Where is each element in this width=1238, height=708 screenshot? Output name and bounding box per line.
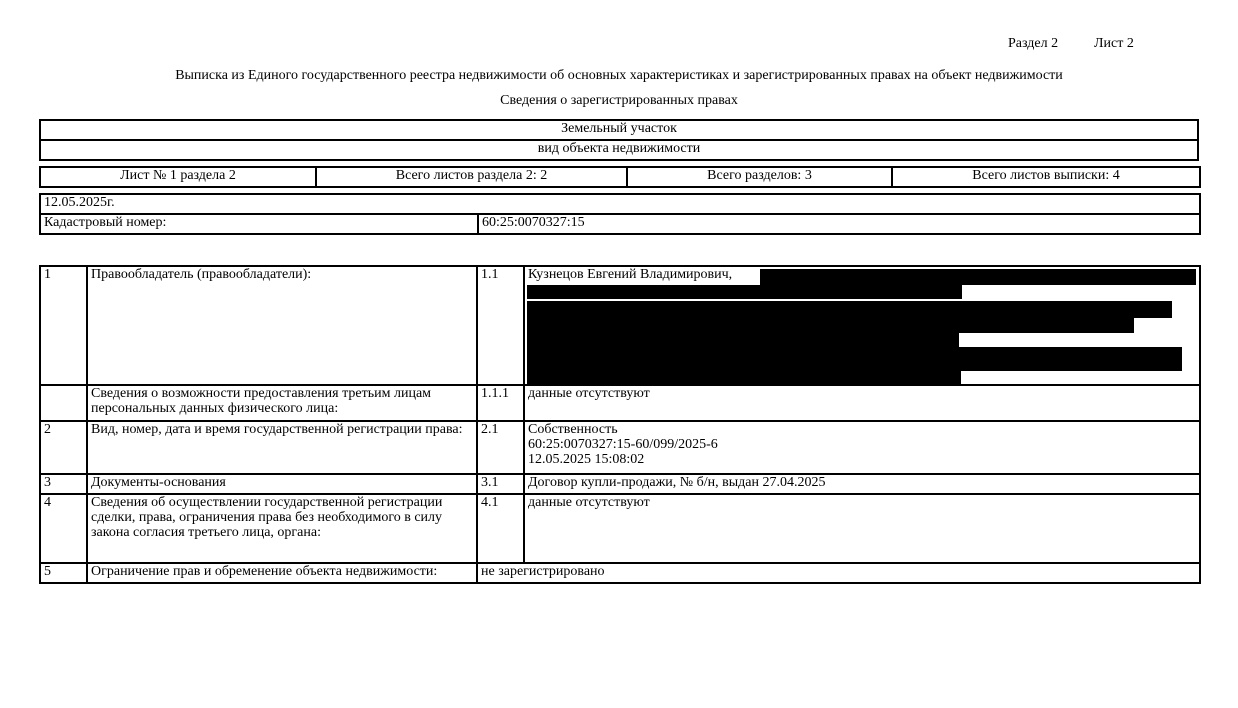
object-type: Земельный участок (40, 120, 1198, 140)
document-subtitle: Сведения о зарегистрированных правах (500, 93, 738, 108)
row-value: данные отсутствуют (524, 385, 1200, 421)
cadastral-label: Кадастровый номер: (40, 214, 478, 234)
redaction-block (527, 301, 1172, 318)
sheet-of-section: Лист № 1 раздела 2 (40, 167, 316, 187)
row-label: Сведения об осуществлении государственной регистрации сделки, права, ограничения права без необходимого в силу закона согласия третьего лица, органа: (87, 494, 477, 563)
row-subnumber: 2.1 (477, 421, 524, 474)
row-label: Ограничение прав и обременение объекта недвижимости: (87, 563, 477, 583)
row-label: Сведения о возможности предоставления третьим лицам персональных данных физического лица: (87, 385, 477, 421)
row-number: 2 (40, 421, 87, 474)
table-row (40, 385, 1200, 421)
section-label: Раздел 2 (1008, 36, 1059, 51)
row-subnumber: 4.1 (477, 494, 524, 563)
redaction-block (760, 269, 1196, 285)
document-title: Выписка из Единого государственного реестра недвижимости об основных характеристиках и зарегистрированных правах на объект недвижимости (175, 68, 1063, 83)
row-value (524, 421, 1200, 474)
table-row (40, 474, 1200, 494)
total-sheets-extract: Всего листов выписки: 4 (892, 167, 1200, 187)
row-value: данные отсутствуют (524, 494, 1200, 563)
right-type: Собственность (528, 422, 618, 437)
table-row (40, 563, 1200, 583)
object-type-table (39, 119, 1199, 161)
row-value: Договор купли-продажи, № б/н, выдан 27.04.2025 (524, 474, 1200, 494)
row-subnumber: 1.1.1 (477, 385, 524, 421)
row-number: 3 (40, 474, 87, 494)
row-value: не зарегистрировано (477, 563, 1200, 583)
row-subnumber: 3.1 (477, 474, 524, 494)
registration-number: 60:25:0070327:15-60/099/2025-6 (528, 437, 718, 452)
sheet-label: Лист 2 (1094, 36, 1134, 51)
extract-date: 12.05.2025г. (40, 194, 1200, 214)
redaction-block (527, 347, 1182, 371)
row-label: Документы-основания (87, 474, 477, 494)
table-row (40, 421, 1200, 474)
row-label: Правообладатель (правообладатели): (87, 266, 477, 385)
redaction-block (527, 318, 1134, 333)
total-sections: Всего разделов: 3 (627, 167, 892, 187)
redaction-block (527, 371, 961, 384)
redaction-block (527, 333, 959, 347)
cadastral-number: 60:25:0070327:15 (478, 214, 1200, 234)
redaction-block (527, 285, 962, 299)
row-number: 1 (40, 266, 87, 385)
row-label: Вид, номер, дата и время государственной регистрации права: (87, 421, 477, 474)
total-sheets-section: Всего листов раздела 2: 2 (316, 167, 627, 187)
info-table (39, 193, 1201, 235)
registration-datetime: 12.05.2025 15:08:02 (528, 452, 645, 467)
object-type-caption: вид объекта недвижимости (40, 140, 1198, 160)
right-holder-name: Кузнецов Евгений Владимирович, (524, 266, 1200, 385)
row-number: 4 (40, 494, 87, 563)
row-subnumber: 1.1 (477, 266, 524, 385)
row-number: 5 (40, 563, 87, 583)
table-row (40, 494, 1200, 563)
sheets-table (39, 166, 1201, 188)
